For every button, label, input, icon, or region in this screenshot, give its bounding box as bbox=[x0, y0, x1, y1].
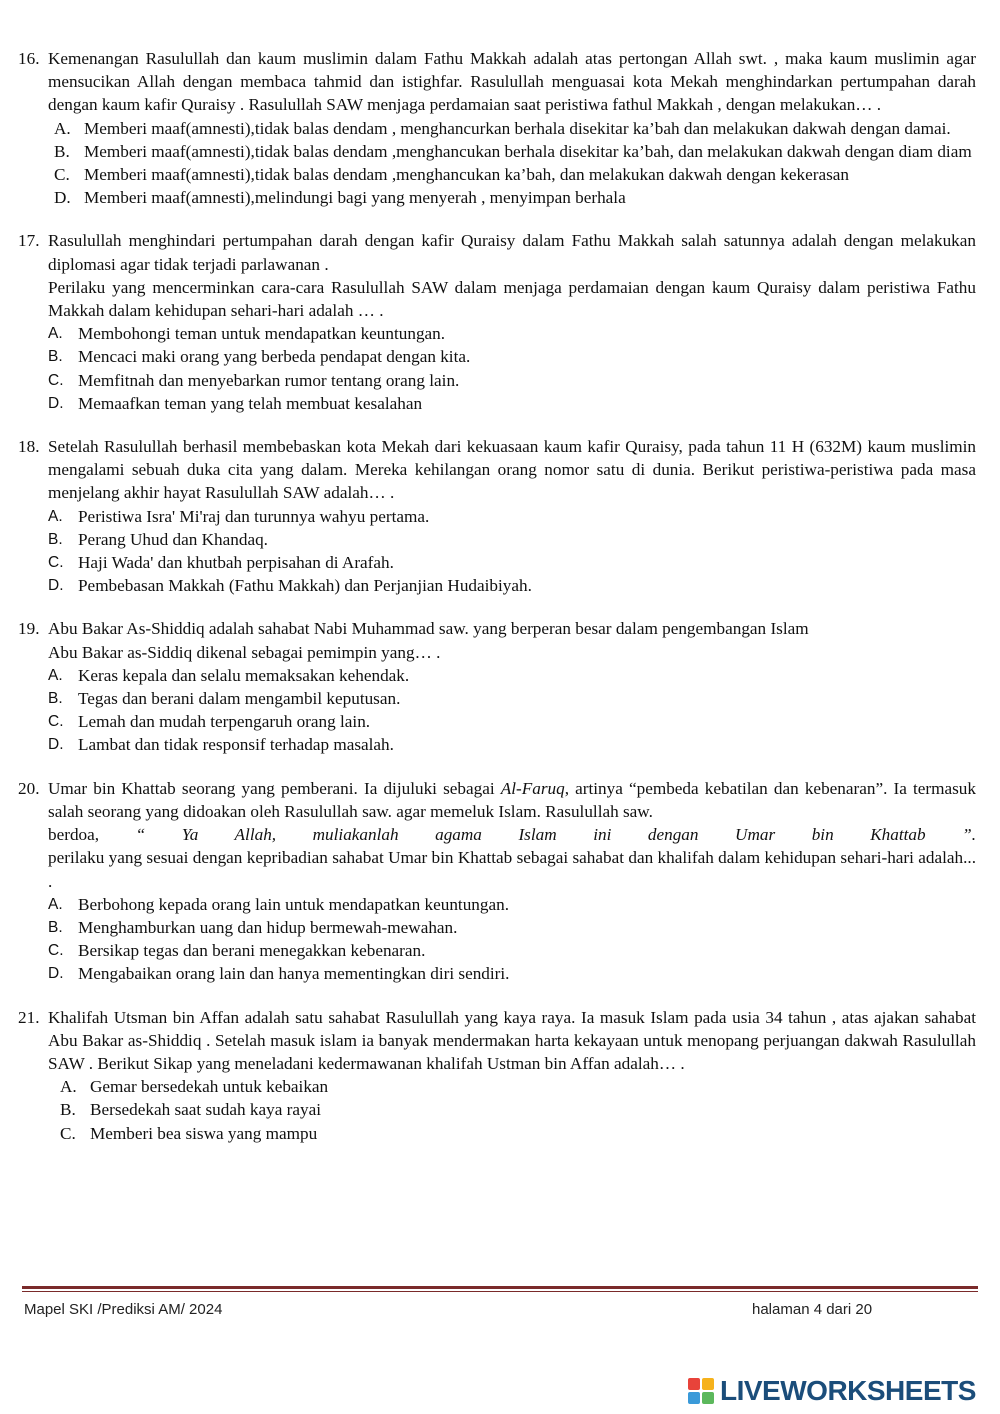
text-run: berdoa, bbox=[48, 825, 136, 845]
option-text: Memberi maaf(amnesti),tidak balas dendam ,menghancukan berhala disekitar ka’bah, dan melakukan dakwah dengan diam diam bbox=[84, 141, 972, 161]
option-letter: D. bbox=[48, 736, 64, 754]
question-number: 17. bbox=[18, 231, 40, 251]
question-20 bbox=[18, 777, 976, 986]
option-b[interactable] bbox=[48, 687, 976, 710]
footer-subject: Mapel SKI /Prediksi AM/ 2024 bbox=[24, 1301, 223, 1318]
option-d[interactable] bbox=[54, 186, 976, 209]
question-number: 20. bbox=[18, 778, 40, 798]
option-text: Berbohong kepada orang lain untuk mendapatkan keuntungan. bbox=[78, 894, 509, 914]
option-d[interactable] bbox=[48, 733, 976, 756]
option-d[interactable] bbox=[48, 574, 976, 597]
option-a[interactable] bbox=[60, 1075, 976, 1098]
question-paragraph: Perilaku yang mencerminkan cara-cara Rasulullah SAW dalam menjaga perdamaian dengan kaum Quraisy dalam peristiwa Fathu Makkah dalam kehidupan sehari-hari adalah … . bbox=[48, 277, 976, 321]
option-letter: B. bbox=[60, 1100, 76, 1120]
option-text: Mengabaikan orang lain dan hanya mementingkan diri sendiri. bbox=[78, 964, 510, 984]
option-letter: A. bbox=[48, 666, 63, 684]
question-paragraph: Kemenangan Rasulullah dan kaum muslimin dalam Fathu Makkah adalah atas pertongan Allah swt. , maka kaum muslimin agar mensucikan Allah dengan membaca tahmid dan istighfar. Rasulullah menguasai kota Mekah menghindarkan pertumpahan darah dengan kaum kafir Quraisy . Rasulullah SAW menjaga perdamaian saat peristiwa fathul Makkah , dengan melakukan… . bbox=[48, 49, 976, 115]
option-list bbox=[48, 893, 976, 986]
option-letter: A. bbox=[48, 507, 63, 525]
option-letter: B. bbox=[48, 530, 63, 548]
option-c[interactable] bbox=[60, 1122, 976, 1145]
question-paragraph bbox=[48, 777, 976, 823]
option-c[interactable] bbox=[48, 939, 976, 962]
logo-square-icon bbox=[702, 1392, 714, 1404]
question-18 bbox=[18, 435, 976, 597]
option-a[interactable] bbox=[48, 664, 976, 687]
option-list bbox=[48, 322, 976, 415]
option-text: Lemah dan mudah terpengaruh orang lain. bbox=[78, 712, 371, 732]
question-number: 21. bbox=[18, 1007, 40, 1027]
option-letter: A. bbox=[54, 118, 71, 138]
brand-wordmark: LIVEWORKSHEETS bbox=[720, 1375, 976, 1407]
footer-divider bbox=[22, 1286, 978, 1289]
option-text: Memfitnah dan menyebarkan rumor tentang orang lain. bbox=[78, 370, 460, 390]
option-text: Memberi bea siswa yang mampu bbox=[90, 1123, 318, 1143]
logo-square-icon bbox=[702, 1378, 714, 1390]
option-a[interactable] bbox=[48, 505, 976, 528]
option-letter: B. bbox=[54, 141, 70, 161]
option-a[interactable] bbox=[48, 893, 976, 916]
question-text bbox=[48, 47, 976, 117]
question-paragraph: perilaku yang sesuai dengan kepribadian sahabat Umar bin Khattab sebagai sahabat dan khalifah dalam kehidupan sehari-hari adalah... . bbox=[48, 848, 976, 891]
question-16 bbox=[18, 47, 976, 209]
question-paragraph: Abu Bakar as-Siddiq dikenal sebagai pemimpin yang… . bbox=[48, 642, 441, 662]
logo-square-icon bbox=[688, 1392, 700, 1404]
option-text: Haji Wada' dan khutbah perpisahan di Arafah. bbox=[78, 553, 394, 573]
option-c[interactable] bbox=[48, 369, 976, 392]
question-paragraph: Khalifah Utsman bin Affan adalah satu sahabat Rasulullah yang kaya raya. Ia masuk Islam pada usia 34 tahun , atas ajakan sahabat Abu Bakar as-Shiddiq . Setelah masuk islam ia banyak mendermakan harta kekayaan untuk menopang perjuangan dakwah Rasulullah SAW . Berikut Sikap yang meneladani kedermawanan khalifah Ustman bin Affan adalah… . bbox=[48, 1007, 976, 1073]
worksheet-content bbox=[18, 47, 976, 1165]
option-text: Memberi maaf(amnesti),tidak balas dendam ,menghancukan ka’bah, dan melakukan dakwah dengan kekerasan bbox=[84, 165, 850, 185]
question-19 bbox=[18, 617, 976, 756]
question-number: 18. bbox=[18, 437, 40, 457]
italic-term: Al-Faruq bbox=[500, 778, 565, 798]
option-a[interactable] bbox=[54, 117, 976, 140]
option-text: Gemar bersedekah untuk kebaikan bbox=[90, 1077, 329, 1097]
option-text: Peristiwa Isra' Mi'raj dan turunnya wahyu pertama. bbox=[78, 506, 430, 526]
option-list bbox=[48, 664, 976, 757]
option-letter: D. bbox=[54, 188, 71, 208]
question-paragraph: Abu Bakar As-Shiddiq adalah sahabat Nabi Muhammad saw. yang berperan besar dalam pengembangan Islam bbox=[48, 619, 809, 639]
option-text: Menghamburkan uang dan hidup bermewah-mewahan. bbox=[78, 917, 458, 937]
logo-square-icon bbox=[688, 1378, 700, 1390]
option-list bbox=[48, 1075, 976, 1145]
option-text: Tegas dan berani dalam mengambil keputusan. bbox=[78, 689, 401, 709]
question-paragraph: Rasulullah menghindari pertumpahan darah dengan kafir Quraisy dalam Fathu Makkah salah satunnya adalah dengan melakukan diplomasi agar tidak terjadi parlawanan . bbox=[48, 231, 976, 274]
liveworksheets-brand bbox=[688, 1376, 976, 1406]
option-b[interactable] bbox=[48, 916, 976, 939]
option-list bbox=[48, 117, 976, 210]
question-17 bbox=[18, 229, 976, 415]
option-c[interactable] bbox=[48, 551, 976, 574]
option-text: Bersikap tegas dan berani menegakkan kebenaran. bbox=[78, 941, 426, 961]
option-letter: D. bbox=[48, 394, 64, 412]
text-run: , artinya “pembeda kebatilan dan kebenaran”. Ia termasuk salah seorang yang didoakan oleh Rasulullah saw. agar memeluk Islam. Rasulullah saw. bbox=[48, 778, 976, 821]
option-b[interactable] bbox=[48, 528, 976, 551]
option-text: Memaafkan teman yang telah membuat kesalahan bbox=[78, 393, 423, 413]
option-text: Memberi maaf(amnesti),melindungi bagi yang menyerah , menyimpan berhala bbox=[84, 188, 626, 208]
option-letter: C. bbox=[48, 554, 64, 572]
option-c[interactable] bbox=[48, 710, 976, 733]
italic-quote: “ Ya Allah, muliakanlah agama Islam ini dengan Umar bin Khattab ”. bbox=[135, 825, 977, 845]
option-b[interactable] bbox=[48, 345, 976, 368]
question-number: 16. bbox=[18, 49, 40, 68]
question-text bbox=[48, 1006, 976, 1076]
prayer-line bbox=[48, 823, 976, 846]
option-a[interactable] bbox=[48, 322, 976, 345]
option-list bbox=[48, 505, 976, 598]
option-letter: C. bbox=[48, 371, 64, 389]
question-21 bbox=[18, 1006, 976, 1145]
option-letter: B. bbox=[48, 918, 63, 936]
question-paragraph: Setelah Rasulullah berhasil membebaskan kota Mekah dari kekuasaan kaum kafir Quraisy, pada tahun 11 H (632M) kaum muslimin mengalami sebuah duka cita yang dalam. Mereka kehilangan orang nomor satu di dunia. Berikut peristiwa-peristiwa pada masa menjelang akhir hayat Rasulullah SAW adalah… . bbox=[48, 437, 976, 503]
option-text: Keras kepala dan selalu memaksakan kehendak. bbox=[78, 665, 410, 685]
option-c[interactable] bbox=[54, 163, 976, 186]
option-letter: A. bbox=[60, 1077, 77, 1097]
option-text: Membohongi teman untuk mendapatkan keuntungan. bbox=[78, 324, 446, 344]
question-number: 19. bbox=[18, 619, 40, 639]
option-b[interactable] bbox=[60, 1098, 976, 1121]
option-text: Bersedekah saat sudah kaya rayai bbox=[90, 1100, 321, 1120]
option-d[interactable] bbox=[48, 962, 976, 985]
option-text: Pembebasan Makkah (Fathu Makkah) dan Perjanjian Hudaibiyah. bbox=[78, 576, 532, 596]
option-text: Mencaci maki orang yang berbeda pendapat dengan kita. bbox=[78, 347, 471, 367]
footer-page-number: halaman 4 dari 20 bbox=[752, 1301, 873, 1318]
option-letter: C. bbox=[60, 1123, 76, 1143]
liveworksheets-logo-icon bbox=[688, 1378, 714, 1404]
option-letter: C. bbox=[48, 713, 64, 731]
question-text bbox=[48, 229, 976, 322]
question-text bbox=[48, 617, 976, 663]
option-letter: C. bbox=[48, 942, 64, 960]
option-text: Lambat dan tidak responsif terhadap masalah. bbox=[78, 735, 394, 755]
option-letter: C. bbox=[54, 165, 70, 185]
option-letter: D. bbox=[48, 965, 64, 983]
text-run: Umar bin Khattab seorang yang pemberani. Ia dijuluki sebagai bbox=[48, 778, 501, 798]
option-b[interactable] bbox=[54, 140, 976, 163]
option-letter: A. bbox=[48, 325, 63, 343]
option-d[interactable] bbox=[48, 392, 976, 415]
option-letter: B. bbox=[48, 690, 63, 708]
question-text bbox=[48, 777, 976, 893]
option-letter: A. bbox=[48, 895, 63, 913]
option-text: Memberi maaf(amnesti),tidak balas dendam , menghancurkan berhala disekitar ka’bah dan melakukan dakwah dengan damai. bbox=[84, 118, 951, 138]
question-text bbox=[48, 435, 976, 505]
option-letter: B. bbox=[48, 348, 63, 366]
option-letter: D. bbox=[48, 577, 64, 595]
option-text: Perang Uhud dan Khandaq. bbox=[78, 529, 268, 549]
footer-divider-thin bbox=[22, 1291, 978, 1292]
